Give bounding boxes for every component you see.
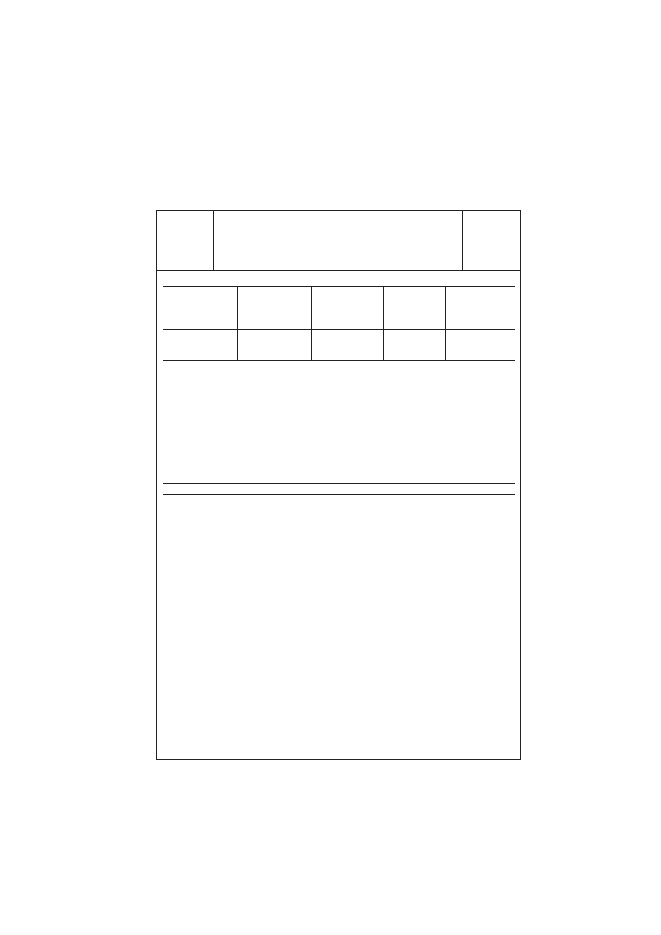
- title-right-divider: [462, 210, 463, 270]
- dims-caption-rule: [163, 494, 515, 495]
- params-header-power: [163, 287, 237, 329]
- dims-top-rule: [163, 483, 515, 484]
- params-header-size: [446, 287, 515, 329]
- params-header-cathode: [312, 287, 383, 329]
- params-header-cap: [384, 287, 445, 329]
- params-header-scheme: [238, 287, 311, 329]
- title-left-divider: [213, 210, 214, 270]
- params-value-cathode: [312, 330, 383, 360]
- params-bottom-rule: [163, 360, 515, 361]
- params-value-cap: [384, 330, 445, 360]
- params-value-size: [446, 330, 515, 360]
- params-value-scheme: [238, 330, 311, 360]
- params-value-power: [163, 330, 237, 360]
- title-bottom-rule: [156, 270, 521, 271]
